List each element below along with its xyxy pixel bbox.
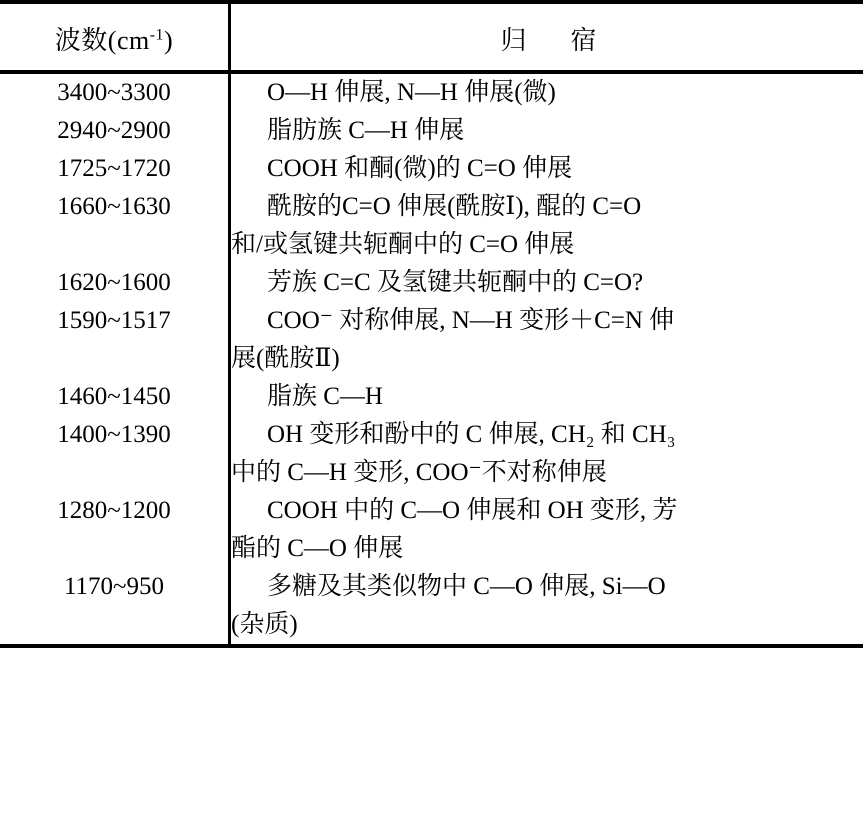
assignment-line: O—H 伸展, N—H 伸展(微): [267, 79, 556, 106]
table-row: [0, 492, 863, 568]
assignment-line: 脂族 C—H: [267, 383, 383, 410]
assignment-line-continuation: 展(酰胺Ⅱ): [231, 345, 340, 372]
wavenumber-value: 1725~1720: [57, 155, 171, 182]
table-row: [0, 264, 863, 302]
table-row: [0, 568, 863, 644]
header-wavenumber-main: 波数(cm: [54, 26, 150, 55]
row-wavenumber-cell: [0, 568, 230, 644]
row-assignment-cell: [230, 416, 863, 492]
row-assignment-cell: [230, 74, 863, 112]
table-row: [0, 74, 863, 112]
assignment-line: 多糖及其类似物中 C—O 伸展, Si—O: [267, 573, 666, 600]
row-wavenumber-cell: [0, 378, 230, 416]
row-assignment-cell: [230, 112, 863, 150]
wavenumber-value: 1170~950: [63, 573, 165, 600]
row-wavenumber-cell: [0, 112, 230, 150]
assignment-line: COOH 中的 C—O 伸展和 OH 变形, 芳: [267, 497, 678, 524]
header-assignment-text: 归宿: [500, 26, 641, 55]
wavenumber-value: 1620~1600: [57, 269, 171, 296]
ir-assignment-body: [0, 74, 863, 644]
row-wavenumber-cell: [0, 150, 230, 188]
row-wavenumber-cell: [0, 416, 230, 492]
header-cell-wavenumber: [0, 4, 230, 70]
assignment-line: 芳族 C=C 及氢键共轭酮中的 C=O?: [267, 269, 644, 296]
assignment-line-continuation: (杂质): [231, 611, 298, 638]
row-assignment-cell: [230, 492, 863, 568]
table-header-row: [0, 4, 863, 70]
wavenumber-value-continuation: [0, 226, 228, 264]
row-assignment-cell: [230, 188, 863, 264]
wavenumber-value: 2940~2900: [57, 117, 171, 144]
table-row: [0, 416, 863, 492]
wavenumber-value: 1460~1450: [57, 383, 171, 410]
table-row: [0, 188, 863, 264]
wavenumber-value: 3400~3300: [57, 79, 171, 106]
wavenumber-value: 1590~1517: [57, 307, 171, 334]
assignment-line: COOH 和酮(微)的 C=O 伸展: [267, 155, 573, 182]
row-wavenumber-cell: [0, 188, 230, 264]
wavenumber-value-continuation: [0, 530, 228, 568]
wavenumber-value-continuation: [0, 340, 228, 378]
row-assignment-cell: [230, 302, 863, 378]
assignment-line-continuation: 中的 C—H 变形, COO⁻不对称伸展: [231, 459, 607, 486]
row-assignment-cell: [230, 150, 863, 188]
row-wavenumber-cell: [0, 74, 230, 112]
assignment-line-continuation: 和/或氢键共轭酮中的 C=O 伸展: [231, 231, 575, 258]
header-wavenumber-exponent: -1: [149, 26, 165, 44]
table-row: [0, 150, 863, 188]
table-row: [0, 302, 863, 378]
row-assignment-cell: [230, 378, 863, 416]
assignment-line-continuation: 酯的 C—O 伸展: [231, 535, 404, 562]
assignment-line: OH 变形和酚中的 C 伸展, CH₂ 和 CH₃: [267, 421, 676, 448]
assignment-line: 酰胺的C=O 伸展(酰胺Ⅰ), 醌的 C=O: [267, 193, 642, 220]
wavenumber-value: 1400~1390: [57, 421, 171, 448]
row-wavenumber-cell: [0, 492, 230, 568]
table-row: [0, 378, 863, 416]
wavenumber-value-continuation: [0, 606, 228, 644]
wavenumber-value: 1280~1200: [57, 497, 171, 524]
header-cell-assignment: [230, 4, 863, 70]
row-assignment-cell: [230, 264, 863, 302]
header-wavenumber-close: ): [164, 26, 174, 55]
row-wavenumber-cell: [0, 264, 230, 302]
assignment-line: 脂肪族 C—H 伸展: [267, 117, 465, 144]
row-assignment-cell: [230, 568, 863, 644]
row-wavenumber-cell: [0, 302, 230, 378]
table-row: [0, 112, 863, 150]
ir-assignment-table: [0, 4, 863, 70]
bottom-rule: [0, 644, 863, 648]
wavenumber-value-continuation: [0, 454, 228, 492]
assignment-line: COO⁻ 对称伸展, N—H 变形＋C=N 伸: [267, 307, 675, 334]
wavenumber-value: 1660~1630: [57, 193, 171, 220]
header-wavenumber-text: [0, 4, 228, 57]
